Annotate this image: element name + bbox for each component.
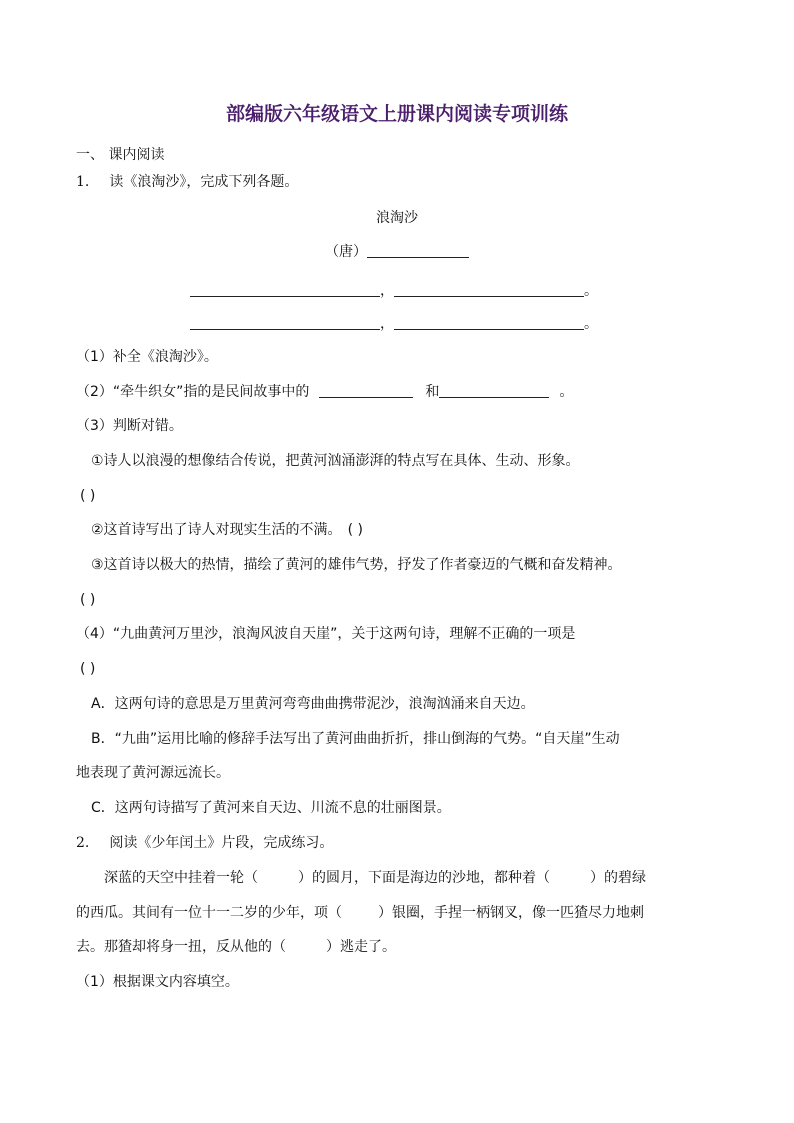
poem-dynasty: （唐） (325, 244, 367, 260)
question-number: 2. (76, 835, 90, 851)
poem-period: 。 (584, 316, 598, 332)
judge-bracket-1[interactable]: ( ) (80, 488, 96, 504)
question-text: （2）“牵牛织女”指的是民间故事中的 (76, 384, 310, 400)
passage-text: ）逃走了。 (326, 939, 396, 955)
answer-blank[interactable] (319, 383, 413, 398)
statement-2 (91, 520, 363, 540)
answer-blank[interactable] (439, 383, 549, 398)
option-a: A．这两句诗的意思是万里黄河弯弯曲曲携带泥沙，浪淘汹涌来自天边。 (91, 696, 535, 712)
passage-line-3 (76, 937, 396, 957)
poem-author-line (0, 242, 794, 262)
section-heading: 一、 课内阅读 (76, 147, 165, 163)
poem-blank[interactable] (394, 315, 584, 330)
option-c: C．这两句诗描写了黄河来自天边、川流不息的壮丽图景。 (91, 800, 451, 816)
option-b-line-2: 地表现了黄河源远流长。 (76, 765, 230, 781)
poem-title: 浪淘沙 (376, 210, 418, 226)
poem-blank[interactable] (190, 282, 380, 297)
and-text: 和 (425, 384, 440, 400)
question-2 (76, 833, 333, 853)
question-1-4: （4）“九曲黄河万里沙，浪淘风波自天崖”，关于这两句诗，理解不正确的一项是 (76, 626, 576, 642)
passage-line-2 (76, 903, 644, 923)
question-text: 读《浪淘沙》，完成下列各题。 (109, 174, 299, 190)
passage-text: 的西瓜。其间有一位十一二岁的少年，项（ (76, 905, 342, 921)
question-number: 1. (76, 174, 90, 190)
question-1-2 (76, 382, 573, 402)
judge-bracket-3[interactable]: ( ) (80, 592, 96, 608)
end-mark: 。 (559, 384, 574, 400)
poem-line-2 (190, 314, 598, 334)
choice-bracket[interactable]: ( ) (80, 661, 96, 677)
passage-text: ）的圆月，下面是海边的沙地，都种着（ (298, 870, 550, 886)
poem-period: 。 (584, 283, 598, 299)
question-1 (76, 172, 298, 192)
passage-text: ）的碧绿 (590, 870, 646, 886)
poem-comma: ， (380, 316, 394, 332)
poem-blank[interactable] (190, 315, 380, 330)
passage-line-1 (104, 868, 646, 888)
poem-comma: ， (380, 283, 394, 299)
question-1-1: （1）补全《浪淘沙》。 (76, 349, 218, 365)
question-2-1: （1）根据课文内容填空。 (76, 974, 239, 990)
passage-text: ）银圈，手捏一柄钢叉，像一匹猹尽力地刺 (378, 905, 644, 921)
question-text: 阅读《少年闰土》片段，完成练习。 (109, 835, 334, 851)
statement-1: ①诗人以浪漫的想像结合传说，把黄河汹涌澎湃的特点写在具体、生动、形象。 (91, 453, 580, 469)
poem-line-1 (190, 281, 598, 301)
passage-text: 去。那猹却将身一扭，反从他的（ (76, 939, 286, 955)
page-title: 部编版六年级语文上册课内阅读专项训练 (225, 103, 568, 125)
passage-text: 深蓝的天空中挂着一轮（ (104, 870, 258, 886)
question-1-3: （3）判断对错。 (76, 418, 183, 434)
statement-text: ②这首诗写出了诗人对现实生活的不满。 (91, 522, 342, 538)
poem-blank[interactable] (394, 282, 584, 297)
author-blank[interactable] (367, 243, 469, 258)
statement-3: ③这首诗以极大的热情，描绘了黄河的雄伟气势，抒发了作者豪迈的气概和奋发精神。 (91, 557, 622, 573)
judge-bracket-2[interactable]: ( ) (347, 522, 363, 538)
option-b-line-1: B．“九曲”运用比喻的修辞手法写出了黄河曲曲折折，排山倒海的气势。“自天崖”生动 (91, 731, 620, 747)
